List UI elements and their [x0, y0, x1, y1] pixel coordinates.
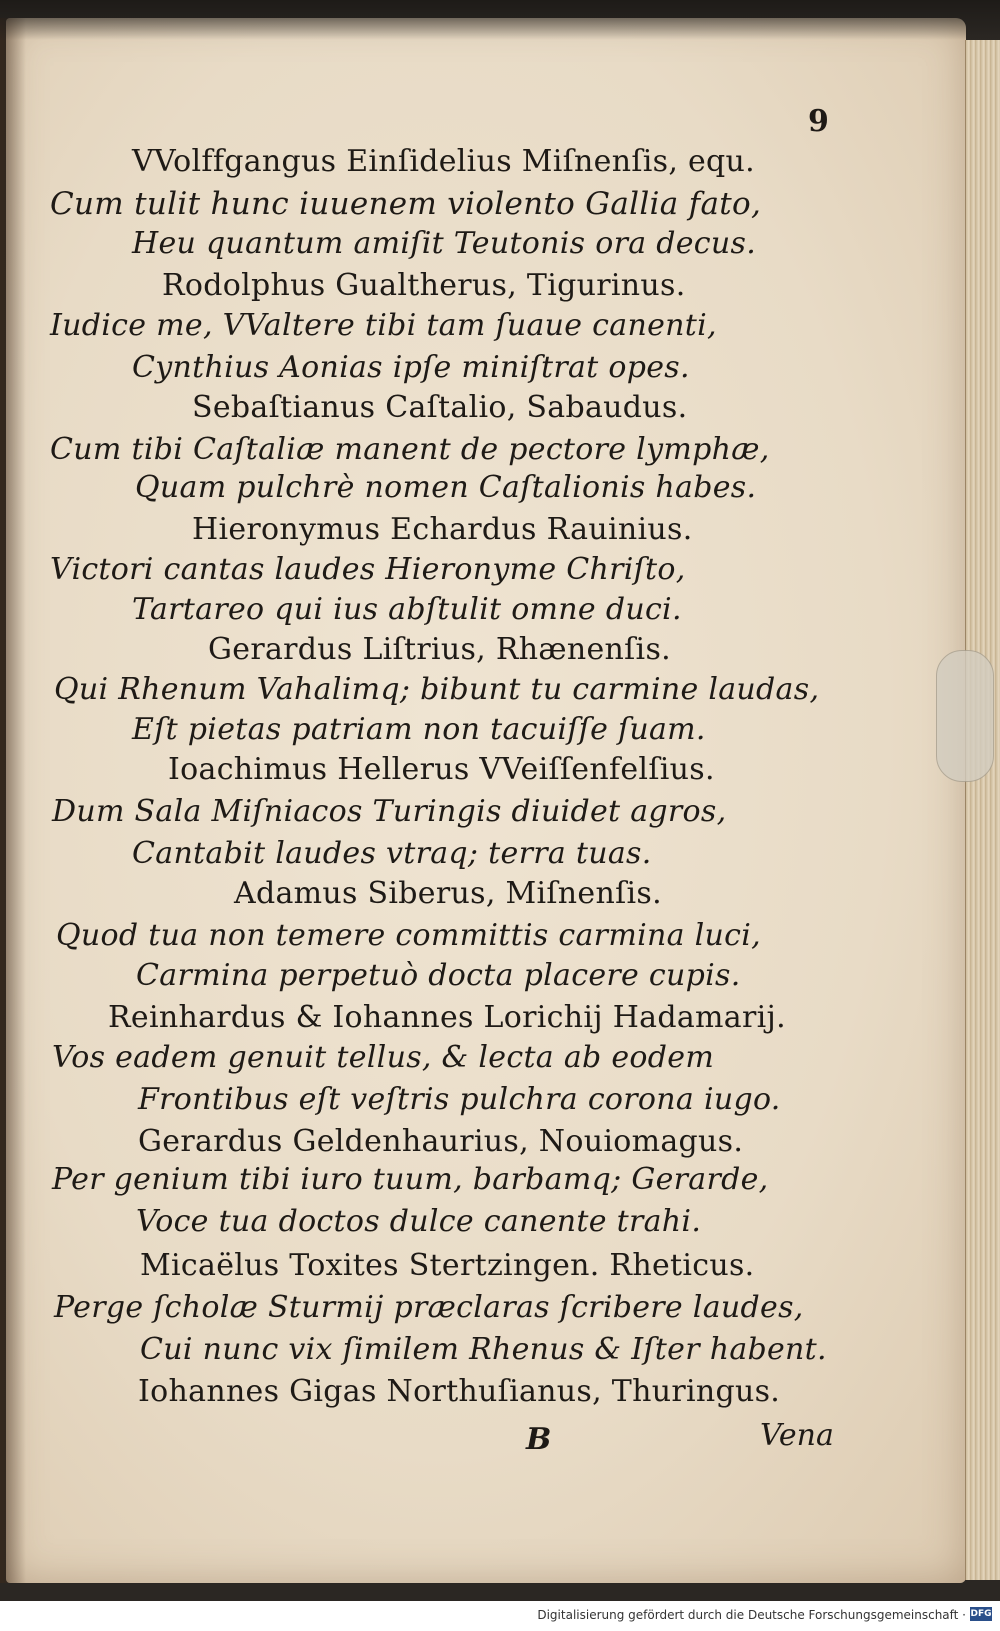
page-number: 9	[808, 104, 829, 139]
catchword: Vena	[760, 1418, 834, 1453]
entry-name: Iohannes Gigas Northuſianus, Thuringus.	[138, 1374, 781, 1409]
verse-line: Qui Rhenum Vahalimq; bibunt tu carmine laudas,	[54, 672, 820, 707]
entry-name: Reinhardus & Iohannes Lorichij Hadamarij.	[108, 1000, 786, 1035]
signature-mark: B	[526, 1422, 552, 1457]
entry-name: Ioachimus Hellerus VVeiſſenfelſius.	[168, 752, 715, 787]
entry-name: Micaëlus Toxites Stertzingen. Rheticus.	[140, 1248, 755, 1283]
verse-line: Cum tibi Caſtaliæ manent de pectore lymphæ,	[50, 432, 770, 467]
verse-line: Cantabit laudes vtraq; terra tuas.	[132, 836, 652, 871]
funding-credit: Digitalisierung gefördert durch die Deutsche Forschungsgemeinschaft ·	[537, 1608, 966, 1622]
verse-line: Victori cantas laudes Hieronyme Chriſto,	[50, 552, 686, 587]
verse-line: Perge ſcholæ Sturmij præclaras ſcribere laudes,	[54, 1290, 804, 1325]
verse-line: Dum Sala Miſniacos Turingis diuidet agros,	[52, 794, 727, 829]
verse-line: Carmina perpetuò docta placere cupis.	[136, 958, 741, 993]
verse-line: Eſt pietas patriam non tacuiſſe ſuam.	[132, 712, 706, 747]
verse-line: Cynthius Aonias ipſe miniſtrat opes.	[132, 350, 690, 385]
entry-name: VVolffgangus Einſidelius Miſnenſis, equ.	[132, 144, 756, 179]
verse-line: Vos eadem genuit tellus, & lecta ab eodem	[52, 1040, 715, 1075]
dfg-logo: DFG	[970, 1609, 992, 1619]
verse-line: Quam pulchrè nomen Caſtalionis habes.	[135, 470, 757, 505]
verse-line: Voce tua doctos dulce canente trahi.	[136, 1204, 702, 1239]
verse-line: Per genium tibi iuro tuum, barbamq; Gerarde,	[52, 1162, 769, 1197]
entry-name: Rodolphus Gualtherus, Tigurinus.	[162, 268, 686, 303]
entry-name: Gerardus Geldenhaurius, Nouiomagus.	[138, 1124, 744, 1159]
verse-line: Cui nunc vix ſimilem Rhenus & Iſter habent.	[140, 1332, 827, 1367]
entry-name: Sebaſtianus Caſtalio, Sabaudus.	[192, 390, 688, 425]
entry-name: Gerardus Liſtrius, Rhænenſis.	[208, 632, 671, 667]
verse-line: Heu quantum amiſit Teutonis ora decus.	[132, 226, 757, 261]
entry-name: Hieronymus Echardus Rauinius.	[192, 512, 693, 547]
verse-line: Iudice me, VValtere tibi tam ſuaue canenti,	[50, 308, 717, 343]
verse-line: Tartareo qui ius abſtulit omne duci.	[132, 592, 682, 627]
verse-line: Quod tua non temere committis carmina luci,	[56, 918, 761, 953]
entry-name: Adamus Siberus, Miſnenſis.	[234, 876, 662, 911]
verse-line: Cum tulit hunc iuuenem violento Gallia fato,	[50, 186, 762, 222]
verse-line: Frontibus eſt veſtris pulchra corona iugo.	[138, 1082, 781, 1117]
